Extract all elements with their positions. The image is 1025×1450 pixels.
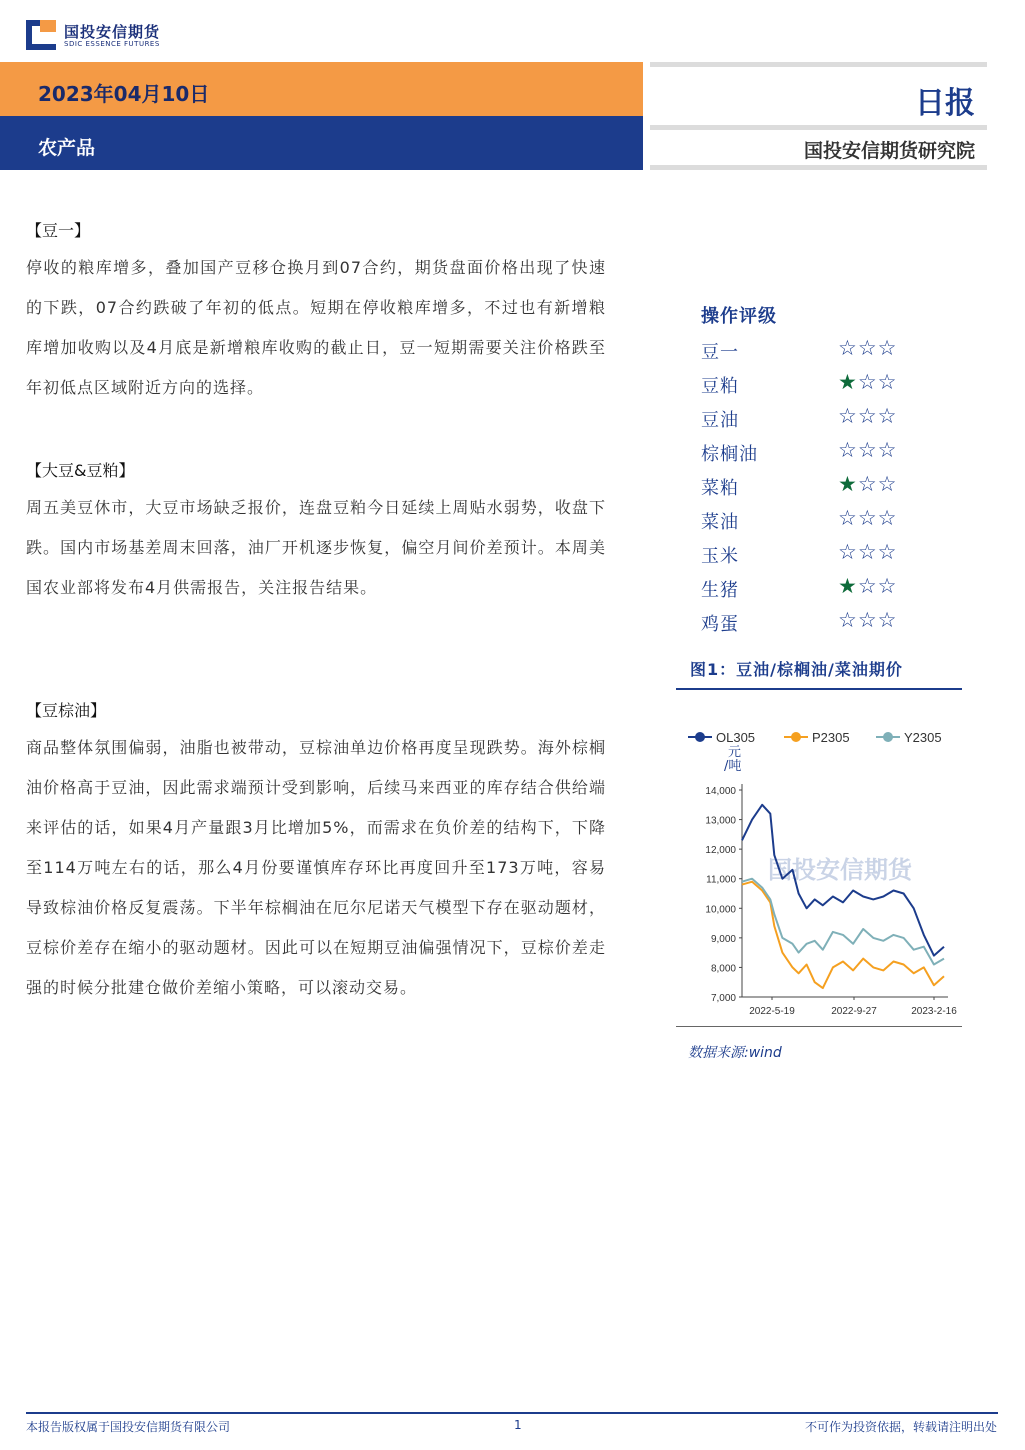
star-empty-icon: ☆	[877, 540, 898, 564]
rating-name: 菜粕	[701, 478, 739, 499]
header-divider-top	[650, 62, 987, 67]
legend-label: OL305	[716, 730, 756, 745]
rating-name: 玉米	[701, 546, 739, 567]
y-tick-label: 11,000	[706, 874, 736, 886]
data-source: 数据来源:wind	[688, 1045, 782, 1061]
rating-name: 菜油	[701, 512, 739, 533]
rating-stars	[838, 336, 897, 360]
rating-name: 豆粕	[701, 376, 739, 397]
star-empty-icon: ☆	[838, 404, 858, 428]
rating-row	[701, 438, 921, 468]
series-line-y2305	[742, 879, 944, 965]
star-empty-icon: ☆	[838, 438, 858, 462]
y-tick-label: 13,000	[705, 815, 736, 827]
footer-copyright: 本报告版权属于国投安信期货有限公司	[26, 1420, 231, 1434]
x-tick-label: 2023-2-16	[911, 1006, 957, 1017]
rating-stars	[838, 506, 897, 530]
figure-rule-bottom	[676, 1026, 962, 1027]
legend-marker	[883, 732, 893, 742]
header-divider-middle	[650, 125, 987, 130]
section-text-soybean-meal: 周五美豆休市，大豆市场缺乏报价，连盘豆粕今日延续上周贴水弱势，收盘下跌。国内市场基差周末回落，油厂开机逐步恢复，偏空月间价差预计。本周美国农业部将发布4月供需报告，关注报告结果。	[26, 498, 606, 597]
header-band-navy	[0, 116, 643, 170]
rating-row	[701, 540, 921, 570]
logo-text-en: SDIC ESSENCE FUTURES	[64, 40, 160, 48]
star-empty-icon: ☆	[877, 574, 898, 598]
star-empty-icon: ☆	[857, 574, 878, 598]
legend-marker	[695, 732, 705, 742]
figure-rule-top	[676, 688, 962, 690]
rating-row	[701, 472, 921, 502]
y-tick-label: 9,000	[710, 933, 736, 945]
x-tick-label: 2022-9-27	[831, 1006, 877, 1017]
y-tick-label: 14,000	[705, 786, 736, 797]
rating-stars	[838, 404, 897, 428]
rating-row	[701, 370, 921, 400]
rating-row	[701, 506, 921, 536]
rating-row	[701, 608, 921, 638]
rating-title: 操作评级	[701, 306, 777, 327]
y-tick-label: 10,000	[705, 904, 736, 916]
rating-stars	[838, 540, 897, 564]
section-text-soybean1: 停收的粮库增多，叠加国产豆移仓换月到07合约，期货盘面价格出现了快速的下跌，07合约跌破了年初的低点。短期在停收粮库增多，不过也有新增粮库增加收购以及4月底是新增粮库收购的截止日，豆一短期需要关注价格跌至年初低点区域附近方向的选择。	[26, 258, 606, 397]
legend-label: Y2305	[904, 730, 942, 745]
price-line-chart	[676, 720, 962, 1022]
star-empty-icon: ☆	[857, 404, 878, 428]
section-title-soybean1: 【豆一】	[26, 221, 91, 240]
star-empty-icon: ☆	[838, 336, 858, 360]
star-empty-icon: ☆	[838, 506, 858, 530]
star-empty-icon: ☆	[877, 438, 898, 462]
star-empty-icon: ☆	[877, 404, 898, 428]
star-empty-icon: ☆	[857, 370, 878, 394]
figure-title: 图1：豆油/棕榈油/菜油期价	[690, 660, 903, 679]
chart-watermark: 国投安信期货	[768, 857, 912, 884]
rating-stars	[838, 472, 897, 496]
y-tick-label: 8,000	[710, 963, 736, 975]
report-type: 日报	[915, 86, 975, 121]
footer-disclaimer: 不可作为投资依据，转载请注明出处	[804, 1420, 997, 1434]
section-title-soybean-meal: 【大豆&豆粕】	[26, 461, 135, 480]
star-empty-icon: ☆	[877, 370, 898, 394]
star-empty-icon: ☆	[838, 608, 858, 632]
star-filled-icon: ★	[838, 370, 858, 394]
y-tick-label: 7,000	[710, 993, 736, 1004]
rating-name: 豆油	[701, 410, 739, 431]
page-number: 1	[514, 1418, 522, 1432]
rating-stars	[838, 608, 897, 632]
section-text-soy-palm-oil: 商品整体氛围偏弱，油脂也被带动，豆棕油单边价格再度呈现跌势。海外棕榈油价格高于豆油，因此需求端预计受到影响，后续马来西亚的库存结合供给端来评估的话，如果4月产量跟3月比增加5%，而需求在负价差的结构下，下降至114万吨左右的话，那么4月份要谨慎库存环比再度回升至173万吨，容易导致棕油价格反复震荡。下半年棕榈油在厄尔尼诺天气模型下存在驱动题材，豆棕价差存在缩小的驱动题材。因此可以在短期豆油偏强情况下，豆棕价差走强的时候分批建仓做价差缩小策略，可以滚动交易。	[26, 738, 606, 997]
institute-name: 国投安信期货研究院	[803, 140, 975, 162]
star-empty-icon: ☆	[877, 506, 898, 530]
rating-row	[701, 574, 921, 604]
star-empty-icon: ☆	[877, 608, 898, 632]
rating-name: 鸡蛋	[701, 614, 739, 635]
star-empty-icon: ☆	[838, 540, 858, 564]
rating-name: 豆一	[701, 342, 739, 363]
section-title-soy-palm-oil: 【豆棕油】	[26, 701, 107, 720]
star-empty-icon: ☆	[877, 472, 898, 496]
y-tick-label: 12,000	[705, 845, 736, 857]
y-axis-unit-line1: 元	[728, 745, 742, 760]
legend-marker	[791, 732, 801, 742]
rating-row	[701, 336, 921, 366]
header-divider-bottom	[650, 165, 987, 170]
report-date: 2023年04月10日	[38, 82, 210, 106]
star-filled-icon: ★	[838, 574, 858, 598]
rating-stars	[838, 574, 897, 598]
rating-name: 棕榈油	[701, 444, 758, 465]
x-tick-label: 2022-5-19	[749, 1006, 795, 1017]
star-empty-icon: ☆	[857, 472, 878, 496]
y-axis-unit-line2: /吨	[724, 759, 742, 774]
star-empty-icon: ☆	[857, 608, 878, 632]
legend-label: P2305	[812, 730, 850, 745]
star-empty-icon: ☆	[857, 506, 878, 530]
rating-stars	[838, 438, 897, 462]
star-empty-icon: ☆	[857, 438, 878, 462]
logo-mark-icon	[24, 18, 58, 52]
rating-name: 生猪	[701, 580, 739, 601]
rating-row	[701, 404, 921, 434]
rating-stars	[838, 370, 897, 394]
company-logo	[24, 18, 184, 52]
footer-divider	[26, 1412, 998, 1414]
report-sector: 农产品	[38, 137, 96, 159]
logo-text-cn: 国投安信期货	[64, 23, 161, 41]
star-empty-icon: ☆	[877, 336, 898, 360]
star-empty-icon: ☆	[857, 336, 878, 360]
star-filled-icon: ★	[838, 472, 858, 496]
star-empty-icon: ☆	[857, 540, 878, 564]
